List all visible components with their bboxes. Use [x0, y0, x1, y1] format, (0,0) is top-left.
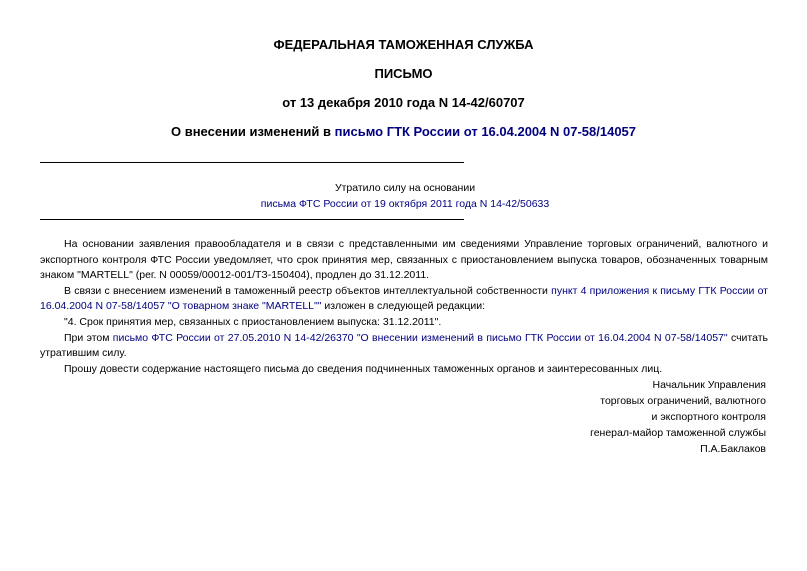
paragraph-1: На основании заявления правообладателя и в связи с представленными им сведениями Управление торговых ограничений, валютного и экспортного контроля ФТС России уведомляет, что срок принятия мер, связанных с приостановлением выпуска товаров, обозначенных товарным знаком "MARTELL" (рег. N 00059/00012-001/ТЗ-150404), продлен до 31.12.2011. — [40, 238, 768, 282]
paragraph-2-prefix: В связи с внесением изменений в таможенный реестр объектов интеллектуальной собственности — [64, 284, 552, 297]
subject-link[interactable]: письмо ГТК России от 16.04.2004 N 07-58/14057 — [334, 124, 637, 139]
validity-note-text: Утратило силу на основании — [334, 182, 476, 194]
paragraph-2-link[interactable]: пункт 4 приложения к письму ГТК России от 16.04.2004 N 07-58/14057 "О товарном знаке "MARTELL"" — [40, 284, 768, 313]
signature-name: П.А.Баклаков — [700, 443, 766, 455]
paragraph-5: Прошу довести содержание настоящего письма до сведения подчиненных таможенных органов и заинтересованных лиц. — [64, 362, 663, 375]
signature-block — [590, 377, 766, 457]
signature-line-4: генерал-майор таможенной службы — [590, 427, 766, 439]
document-type: ПИСЬМО — [374, 66, 433, 81]
top-divider — [40, 162, 464, 163]
validity-note-link[interactable]: письма ФТС России от 19 октября 2011 года N 14-42/50633 — [260, 198, 550, 210]
signature-line-2: торговых ограничений, валютного — [600, 395, 766, 407]
paragraph-4-link[interactable]: письмо ФТС России от 27.05.2010 N 14-42/26370 "О внесении изменений в письмо ГТК России от 16.04.2004 N 07-58/14057" — [112, 331, 728, 344]
paragraph-2 — [40, 284, 768, 315]
signature-line-3: и экспортного контроля — [651, 411, 766, 423]
paragraph-4-prefix: При этом — [64, 331, 113, 344]
paragraph-4-suffix: считать утратившим силу. — [40, 331, 768, 360]
bottom-divider — [40, 219, 464, 220]
paragraph-4 — [40, 331, 768, 362]
agency-title: ФЕДЕРАЛЬНАЯ ТАМОЖЕННАЯ СЛУЖБА — [273, 37, 534, 52]
paragraph-3: "4. Срок принятия мер, связанных с приостановлением выпуска: 31.12.2011". — [64, 315, 442, 328]
subject-prefix: О внесении изменений в — [170, 124, 335, 139]
signature-line-1: Начальник Управления — [652, 379, 766, 391]
paragraph-2-suffix: изложен в следующей редакции: — [321, 300, 486, 313]
document-date-number: от 13 декабря 2010 года N 14-42/60707 — [282, 95, 525, 110]
document-subject — [0, 124, 807, 140]
validity-note — [150, 180, 660, 212]
letter-body — [40, 237, 768, 377]
